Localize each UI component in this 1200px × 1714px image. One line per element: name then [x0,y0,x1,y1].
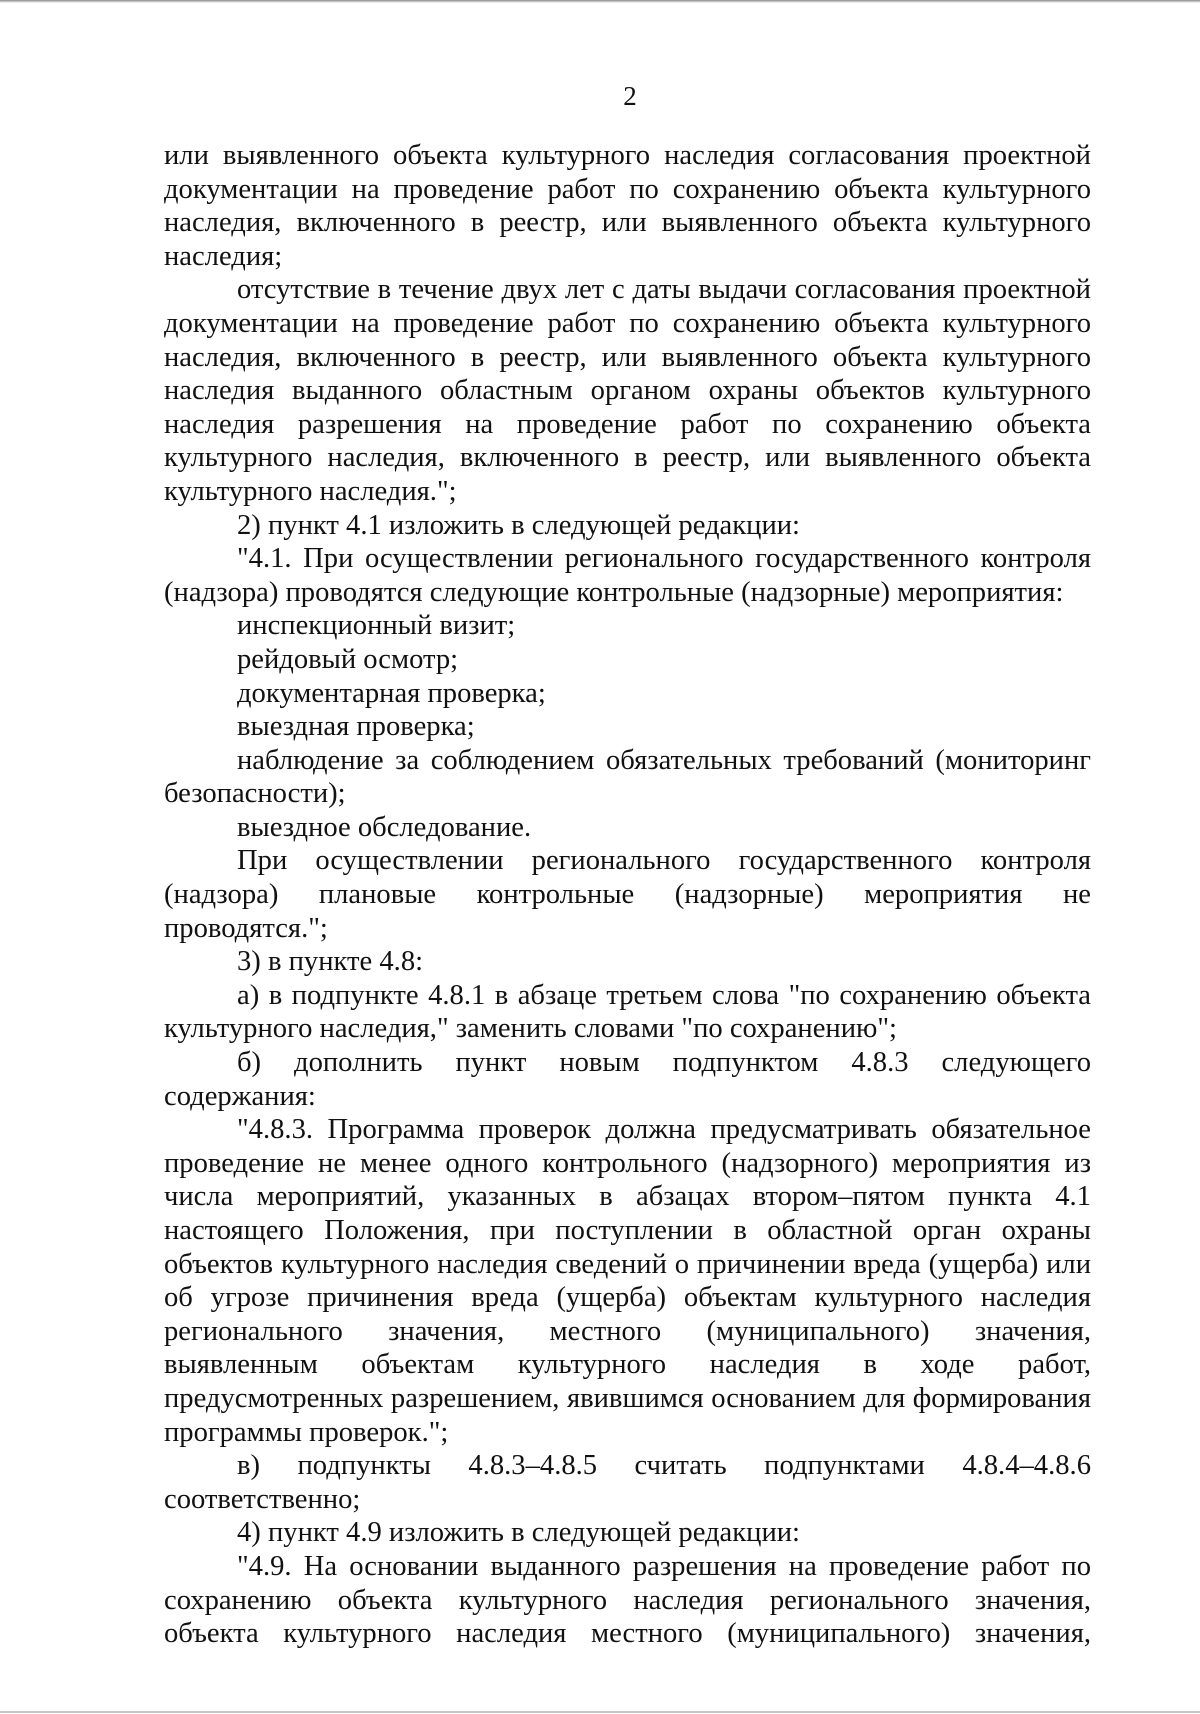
page-bottom-edge [0,1711,1200,1713]
document-body [164,139,1091,1651]
paragraph: б) дополнить пункт новым подпунктом 4.8.3 следующего содержания: [164,1047,1091,1112]
paragraph: "4.1. При осуществлении регионального государственного контроля (надзора) проводятся следующие контрольные (надзорные) мероприятия: [164,543,1091,608]
paragraph: При осуществлении регионального государственного контроля (надзора) плановые контрольные (надзорные) мероприятия не проводятся."; [164,845,1091,944]
list-item: выездная проверка; [237,711,475,743]
paragraph: а) в подпункте 4.8.1 в абзаце третьем слова "по сохранению объекта культурного наследия," заменить словами "по сохранению"; [164,979,1091,1045]
paragraph: "4.9. На основании выданного разрешения на проведение работ по сохранению объекта культурного наследия регионального значения, объекта культурного наследия местного (муниципального) значения, [164,1550,1091,1650]
paragraph: 4) пункт 4.9 изложить в следующей редакции: [237,1517,800,1549]
page-top-edge [0,0,1200,3]
paragraph: в) подпункты 4.8.3–4.8.5 считать подпунктами 4.8.4–4.8.6 соответственно; [164,1450,1091,1515]
list-item: наблюдение за соблюдением обязательных требований (мониторинг безопасности); [164,744,1091,810]
list-item: выездное обследование. [237,811,532,843]
list-item: документарная проверка; [237,677,546,709]
list-item: рейдовый осмотр; [237,643,459,675]
paragraph: 2) пункт 4.1 изложить в следующей редакции: [237,509,800,541]
page-number: 2 [623,81,637,111]
paragraph: отсутствие в течение двух лет с даты выдачи согласования проектной документации на проведение работ по сохранению объекта культурного наследия, включенного в реестр, или выявленного объекта культурного наследия выданного областным органом охраны объектов культурного наследия разрешения на проведение работ по сохранению объекта культурного наследия, включенного в реестр, или выявленного объекта культурного наследия."; [164,274,1091,507]
list-item: инспекционный визит; [237,610,516,642]
paragraph: или выявленного объекта культурного наследия согласования проектной документации на проведение работ по сохранению объекта культурного наследия, включенного в реестр, или выявленного объекта культурного наследия; [164,140,1091,272]
paragraph: 3) в пункте 4.8: [237,946,424,978]
paragraph: "4.8.3. Программа проверок должна предусматривать обязательное проведение не менее одного контрольного (надзорного) мероприятия из числа мероприятий, указанных в абзацах втором–пятом пункта 4.1 настоящего Положения, при поступлении в областной орган охраны объектов культурного наследия сведений о причинении вреда (ущерба) или об угрозе причинения вреда (ущерба) объектам культурного наследия регионального значения, местного (муниципального) значения, выявленным объектам культурного наследия в ходе работ, предусмотренных разрешением, явившимся основанием для формирования программы проверок."; [164,1114,1091,1448]
